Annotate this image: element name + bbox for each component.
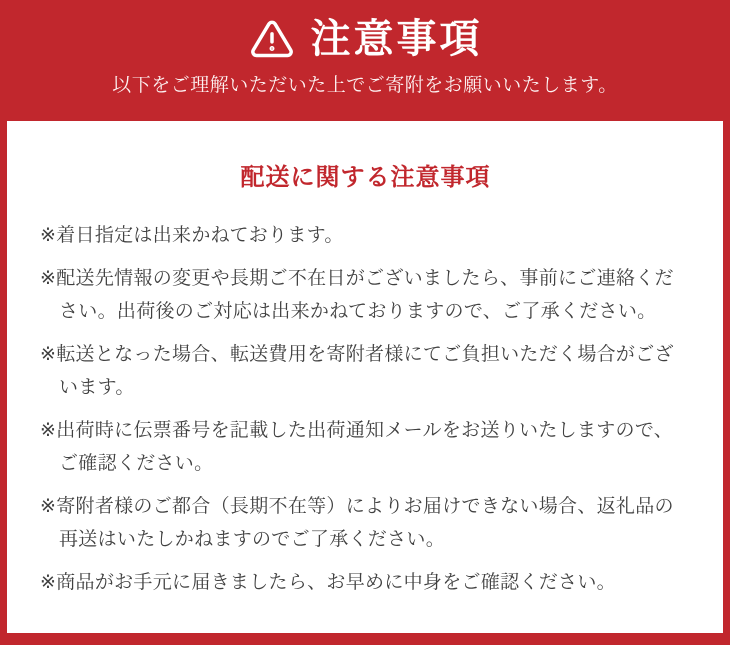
notice-item: ※着日指定は出来かねております。 [40,225,344,246]
notice-item: ※出荷時に伝票番号を記載した出荷通知メールをお送りいたしますので、ご確認ください。 [40,420,674,474]
notice-item: ※配送先情報の変更や長期ご不在日がございましたら、事前にご連絡ください。出荷後のご対応は出来かねておりますので、ご了承ください。 [40,268,674,322]
page-subtitle: 以下をご理解いただいた上でご寄附をお願いいたします。 [112,75,618,96]
notice-heading: 配送に関する注意事項 [240,164,491,191]
notice-item: ※転送となった場合、転送費用を寄附者様にてご負担いただく場合がございます。 [40,344,674,398]
page-title: 注意事項 [310,17,483,61]
notice-card [7,121,723,633]
notice-header [0,0,730,121]
header-title-row [248,17,483,61]
notice-item: ※商品がお手元に届きましたら、お早めに中身をご確認ください。 [40,572,616,593]
warning-triangle-icon [248,17,296,61]
notice-list [40,219,691,599]
notice-item: ※寄附者様のご都合（長期不在等）によりお届けできない場合、返礼品の再送はいたしかねますのでご了承ください。 [40,496,674,550]
